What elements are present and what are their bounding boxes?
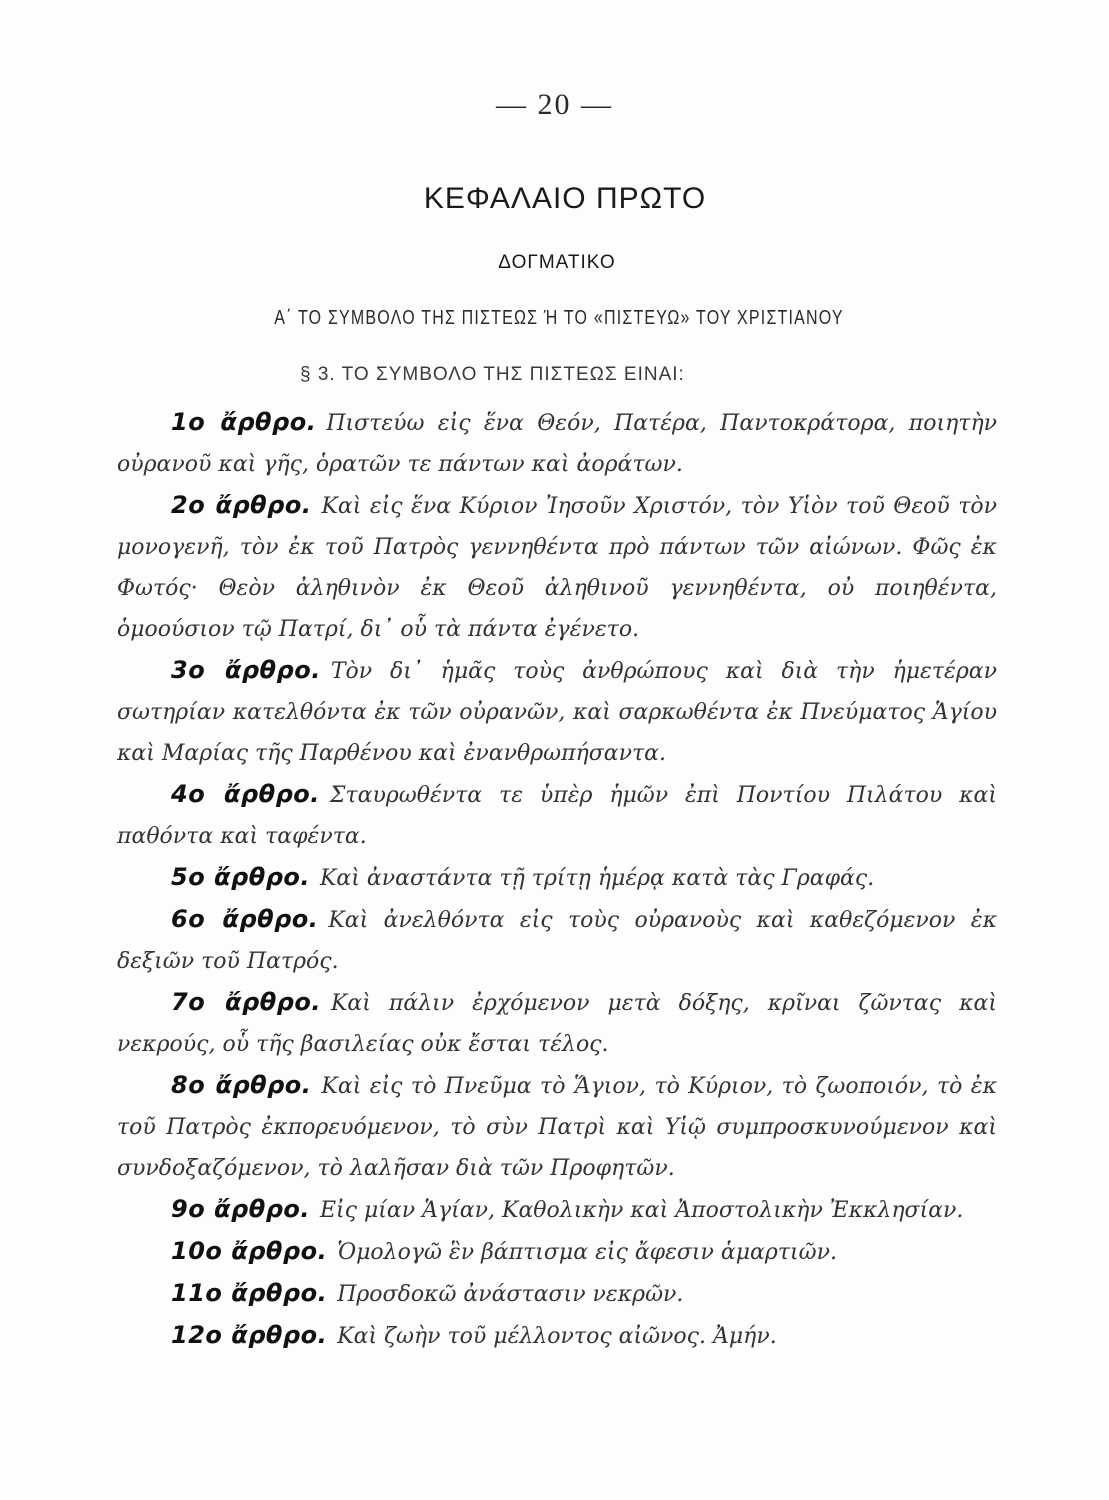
article-number: 3ο ἄρθρο. bbox=[171, 656, 321, 684]
creed-article bbox=[117, 774, 997, 857]
article-number: 1ο ἄρθρο. bbox=[171, 408, 317, 436]
creed-article bbox=[117, 1273, 997, 1315]
article-text: Σταυρωθέντα τε ὑπὲρ ἡμῶν ἐπὶ Ποντίου Πιλάτου καὶ παθόντα καὶ ταφέντα. bbox=[117, 783, 998, 849]
article-text: Καὶ εἰς τὸ Πνεῦμα τὸ Ἅγιον, τὸ Κύριον, τὸ ζωοποιόν, τὸ ἐκ τοῦ Πατρὸς ἐκπορευόμενον, τὸ σὺν Πατρὶ καὶ Υἱῷ συμπροσκυνούμενον καὶ συνδοξαζόμενον, τὸ λαλῆσαν διὰ τῶν Προφητῶν. bbox=[117, 1074, 998, 1181]
chapter-subtitle: ΔΟΓΜΑΤΙΚΟ bbox=[498, 252, 616, 273]
creed-article bbox=[117, 402, 997, 485]
article-text: Πιστεύω εἰς ἕνα Θεόν, Πατέρα, Παντοκράτορα, ποιητὴν οὐρανοῦ καὶ γῆς, ὁρατῶν τε πάντων καὶ ἀοράτων. bbox=[117, 411, 997, 477]
article-number: 10ο ἄρθρο. bbox=[171, 1237, 328, 1265]
article-number: 6ο ἄρθρο. bbox=[171, 905, 319, 933]
article-text: Καὶ ἀναστάντα τῇ τρίτῃ ἡμέρᾳ κατὰ τὰς Γραφάς. bbox=[319, 866, 875, 891]
article-number: 12ο ἄρθρο. bbox=[171, 1321, 328, 1349]
creed-articles bbox=[117, 402, 997, 1357]
article-number: 4ο ἄρθρο. bbox=[171, 780, 320, 808]
section-heading: Α΄ ΤΟ ΣΥΜΒΟΛΟ ΤΗΣ ΠΙΣΤΕΩΣ Ή ΤΟ «ΠΙΣΤΕΥΩ» ΤΟΥ ΧΡΙΣΤΙΑΝΟΥ bbox=[274, 307, 844, 329]
creed-article bbox=[117, 650, 997, 774]
creed-article bbox=[117, 1315, 997, 1357]
creed-article bbox=[117, 1189, 997, 1231]
article-text: Προσδοκῶ ἀνάστασιν νεκρῶν. bbox=[337, 1282, 684, 1307]
article-text: Τὸν δι᾽ ἡμᾶς τοὺς ἀνθρώπους καὶ διὰ τὴν ἡμετέραν σωτηρίαν κατελθόντα ἐκ τῶν οὐρανῶν, καὶ σαρκωθέντα ἐκ Πνεύματος Ἁγίου καὶ Μαρίας τῆς Παρθένου καὶ ἐνανθρωπήσαντα. bbox=[117, 659, 997, 766]
article-number: 11ο ἄρθρο. bbox=[171, 1279, 328, 1307]
creed-article bbox=[117, 485, 997, 650]
creed-article bbox=[117, 1065, 997, 1189]
page-number: — 20 — bbox=[496, 88, 613, 121]
article-number: 8ο ἄρθρο. bbox=[171, 1071, 312, 1099]
article-text: Καὶ ἀνελθόντα εἰς τοὺς οὐρανοὺς καὶ καθεζόμενον ἐκ δεξιῶν τοῦ Πατρός. bbox=[117, 908, 997, 974]
article-text: Καὶ εἰς ἕνα Κύριον Ἰησοῦν Χριστόν, τὸν Υἱὸν τοῦ Θεοῦ τὸν μονογενῆ, τὸν ἐκ τοῦ Πατρὸς γεννηθέντα πρὸ πάντων τῶν αἰώνων. Φῶς ἐκ Φωτός· Θεὸν ἀληθινὸν ἐκ Θεοῦ ἀληθινοῦ γεννηθέντα, οὐ ποιηθέντα, ὁμοούσιον τῷ Πατρί, δι᾽ οὗ τὰ πάντα ἐγένετο. bbox=[117, 494, 998, 642]
creed-article bbox=[117, 857, 997, 899]
article-text: Ὁμολογῶ ἓν βάπτισμα εἰς ἄφεσιν ἁμαρτιῶν. bbox=[337, 1240, 837, 1265]
article-text: Καὶ ζωὴν τοῦ μέλλοντος αἰῶνος. Ἀμήν. bbox=[337, 1324, 777, 1349]
article-text: Καὶ πάλιν ἐρχόμενον μετὰ δόξης, κρῖναι ζῶντας καὶ νεκρούς, οὗ τῆς βασιλείας οὐκ ἔσται τέλος. bbox=[117, 991, 998, 1057]
article-text: Εἰς μίαν Ἁγίαν, Καθολικὴν καὶ Ἀποστολικὴν Ἐκκλησίαν. bbox=[319, 1198, 964, 1223]
article-number: 7ο ἄρθρο. bbox=[171, 988, 321, 1016]
creed-article bbox=[117, 899, 997, 982]
article-number: 5ο ἄρθρο. bbox=[171, 863, 310, 891]
paragraph-heading: § 3. ΤΟ ΣΥΜΒΟΛΟ ΤΗΣ ΠΙΣΤΕΩΣ ΕΙΝΑΙ: bbox=[300, 364, 685, 385]
chapter-title: ΚΕΦΑΛΑΙΟ ΠΡΩΤΟ bbox=[423, 182, 707, 215]
creed-article bbox=[117, 1231, 997, 1273]
article-number: 2ο ἄρθρο. bbox=[171, 491, 312, 519]
article-number: 9ο ἄρθρο. bbox=[171, 1195, 310, 1223]
creed-article bbox=[117, 982, 997, 1065]
